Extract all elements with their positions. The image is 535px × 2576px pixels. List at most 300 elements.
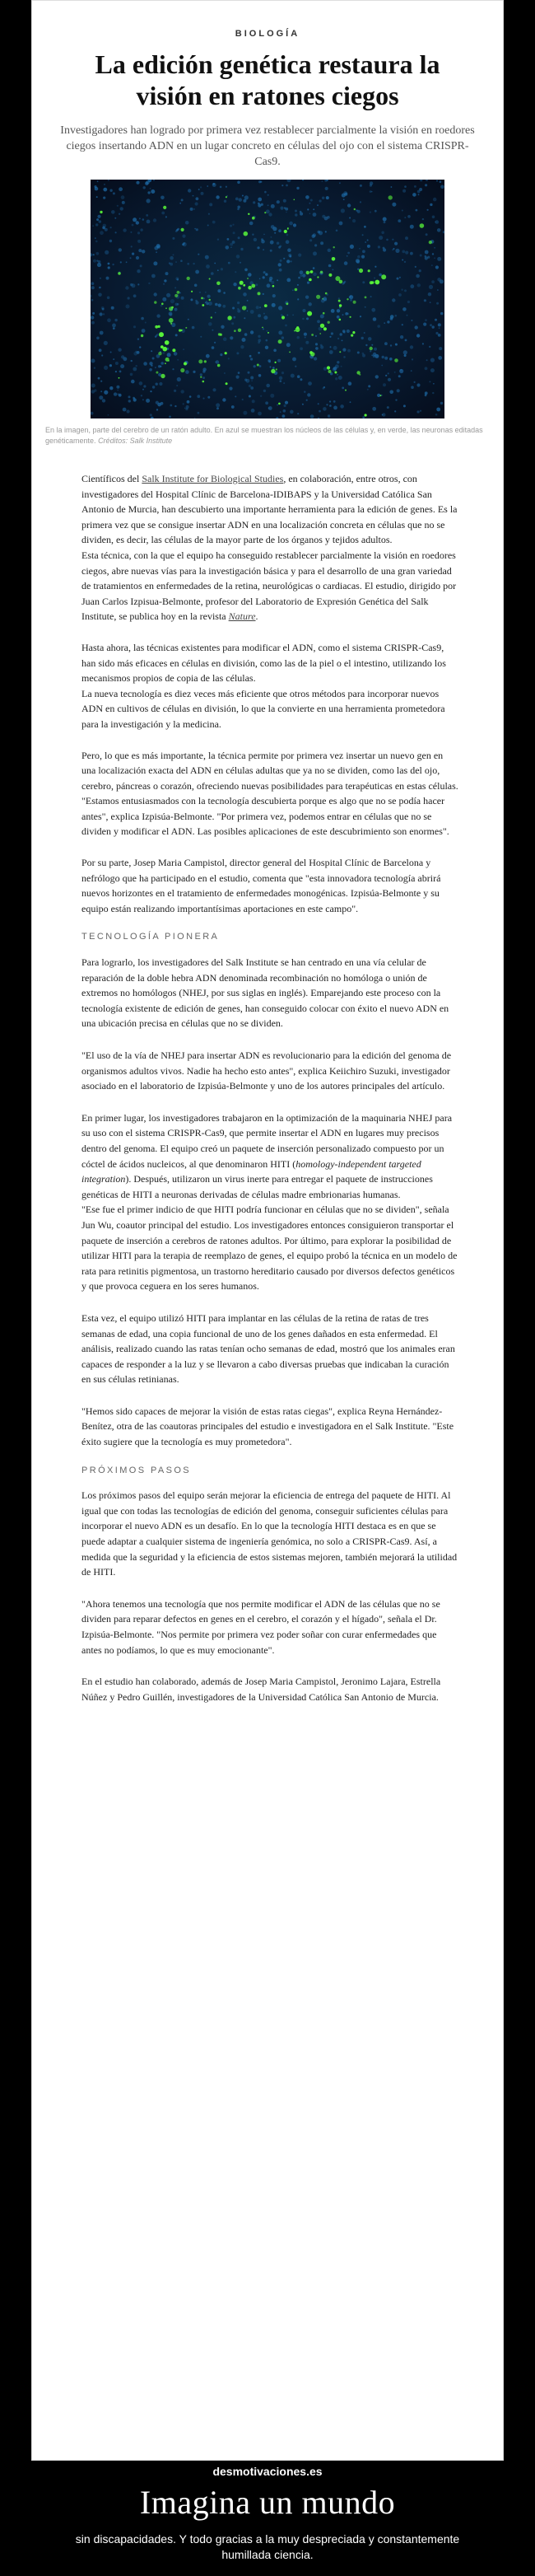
nucleus-dot [142,218,145,221]
nucleus-dot [373,353,376,356]
nucleus-dot [323,407,327,411]
nucleus-dot [436,302,439,305]
nucleus-dot [203,297,205,299]
nucleus-dot [394,410,396,412]
nucleus-dot [416,383,420,386]
nucleus-dot [91,359,95,363]
nucleus-dot [250,330,254,334]
nucleus-dot [95,241,98,243]
nucleus-dot [320,344,323,347]
nucleus-dot [199,292,201,293]
nucleus-dot [412,193,416,197]
nucleus-dot [437,257,441,261]
nucleus-dot [270,241,274,245]
neuron-dot [359,374,361,376]
subheading-tecnologia-pionera: TECNOLOGÍA PIONERA [81,932,220,942]
nucleus-dot [309,239,312,241]
salk-institute-link[interactable]: Salk Institute for Biological Studies [142,473,284,484]
nucleus-dot [137,231,140,234]
text-run: En primer lugar, los investigadores trabajaron en la optimización de la maquinaria NHEJ para su uso con el sistema CRISPR-Cas9, que permite insertar el ADN en lugares muy precisos dentro del genoma. El equipo creó un paquete de inserción personalizado compuesto por un cóctel de ácidos nucleicos, al que denominaron HITI ( [81,1111,453,1170]
nucleus-dot [95,187,99,191]
nucleus-dot [284,207,286,208]
poster-title: Imagina un mundo [139,2484,396,2521]
nucleus-dot [237,302,240,304]
nucleus-dot [419,188,422,191]
nucleus-dot [146,399,150,403]
nucleus-dot [296,187,299,189]
nucleus-dot [328,249,331,252]
nucleus-dot [341,366,342,367]
nucleus-dot [383,247,385,250]
nucleus-dot [212,388,216,391]
paragraph: Para lograrlo, los investigadores del Salk Institute se han centrado en una vía celular de reparación de la doble hebra ADN denominada recombinación no homóloga o unión de extremos no homólogos (NHEJ, por sus siglas en inglés). Emparejando este proceso con la tecnología existente de edición de genes, han conseguido colocar con éxito el nuevo ADN en una ubicación precisa en células que no se dividen. [81,956,449,1030]
nucleus-dot [281,185,283,186]
nucleus-dot [117,393,119,395]
neuron-dot [184,362,187,366]
nucleus-dot [377,325,380,328]
nucleus-dot [149,368,152,372]
nucleus-dot [440,180,442,183]
nucleus-dot [297,375,300,378]
nucleus-dot [278,263,281,266]
nucleus-dot [188,189,191,192]
nucleus-dot [293,223,296,227]
neuron-dot [328,273,332,277]
nucleus-dot [240,345,244,348]
paragraph: Hasta ahora, las técnicas existentes para modificar el ADN, como el sistema CRISPR-Cas9, han sido más eficaces en células en división, como las de la piel o el intestino, utilizando los mecanismos propios de copia de las células. [81,641,446,685]
nucleus-dot [347,255,348,257]
nucleus-dot [292,358,296,362]
neuron-dot [225,352,227,354]
nucleus-dot [313,267,315,269]
image-caption [45,425,490,446]
nucleus-dot [206,302,208,305]
nucleus-dot [319,410,321,413]
neuron-dot [278,339,282,344]
nucleus-dot [97,180,99,182]
nucleus-dot [277,359,281,362]
nucleus-dot [232,241,235,244]
neuron-dot [154,301,156,303]
nucleus-dot [167,353,171,357]
nucleus-dot [128,395,131,398]
nucleus-dot [300,347,303,350]
nucleus-dot [398,293,402,297]
nucleus-dot [368,385,370,387]
nucleus-dot [407,215,411,218]
nucleus-dot [379,273,382,277]
nucleus-dot [371,344,373,346]
nucleus-dot [105,250,109,255]
nucleus-dot [267,330,268,332]
nucleus-dot [132,253,134,255]
nucleus-dot [119,371,122,373]
article-frame [31,0,504,2461]
nucleus-dot [93,254,95,255]
nucleus-dot [319,199,322,202]
nucleus-dot [224,200,226,203]
nucleus-dot [142,389,144,390]
nucleus-dot [411,370,412,372]
neuron-dot [234,330,236,332]
neuron-dot [429,241,432,244]
nucleus-dot [143,385,146,387]
nucleus-dot [99,220,102,223]
nature-journal-link[interactable]: Nature [228,610,256,623]
neuron-dot [209,278,211,280]
nucleus-dot [250,310,254,314]
nucleus-dot [170,263,173,266]
nucleus-dot [414,185,416,188]
neuron-dot [327,366,330,369]
nucleus-dot [308,381,312,386]
nucleus-dot [277,242,279,245]
nucleus-dot [244,317,245,319]
nucleus-dot [125,286,128,289]
nucleus-dot [223,292,226,294]
nucleus-dot [402,210,403,212]
nucleus-dot [200,373,202,376]
neuron-dot [323,312,325,315]
nucleus-dot [230,247,232,249]
nucleus-dot [215,362,216,363]
nucleus-dot [295,213,297,216]
nucleus-dot [276,417,278,418]
nucleus-dot [290,410,294,414]
paragraph: Por su parte, Josep Maria Campistol, director general del Hospital Clínic de Barcelona y nefrólogo que ha participado en el estudio, comenta que "esta innovadora tecnología abrirá nuevos horizontes en el tratamiento de enfermedades monogénicas. Izpisúa-Belmonte y su equipo están realizando importantísimas aportaciones en este campo". [81,857,441,914]
nucleus-dot [126,261,128,263]
nucleus-dot [181,297,184,300]
nucleus-dot [243,292,247,297]
nucleus-dot [146,214,148,217]
nucleus-dot [192,326,195,330]
nucleus-dot [108,414,109,416]
nucleus-dot [286,259,290,263]
nucleus-dot [117,205,119,207]
nucleus-dot [109,189,112,192]
nucleus-dot [137,283,139,285]
neuron-dot [160,374,165,378]
nucleus-dot [381,365,383,367]
neuron-dot [278,403,281,405]
nucleus-dot [193,208,195,210]
nucleus-dot [152,358,155,360]
nucleus-dot [99,395,103,400]
nucleus-dot [118,348,121,352]
nucleus-dot [359,248,361,250]
nucleus-dot [437,278,441,282]
nucleus-dot [249,395,251,398]
paragraph: "El uso de la vía de NHEJ para insertar ADN es revolucionario para la edición del genoma de organismos adultos vivos. Nadie ha hecho esto antes", explica Keiichiro Suzuki, investigador asociado en el laboratorio de Izpisúa-Belmonte y uno de los autores principales del artículo. [81,1050,452,1092]
neuron-dot [388,195,393,199]
caption-text: En la imagen, parte del cerebro de un ratón adulto. En azul se muestran los núcleos de las células y, en verde, las neuronas editadas genéticamente. [45,426,483,445]
neuron-dot [286,302,289,305]
nucleus-dot [405,236,408,240]
nucleus-dot [194,284,198,288]
nucleus-dot [265,401,268,404]
nucleus-dot [305,296,309,299]
nucleus-dot [313,208,314,210]
nucleus-dot [91,282,95,285]
nucleus-dot [150,414,152,416]
neuron-dot [322,298,323,300]
nucleus-dot [211,272,214,275]
nucleus-dot [410,345,413,348]
nucleus-dot [165,272,169,275]
nucleus-dot [115,362,119,365]
nucleus-dot [131,380,135,384]
nucleus-dot [170,299,174,303]
nucleus-dot [214,342,216,344]
nucleus-dot [269,279,272,282]
neuron-dot [244,231,249,236]
nucleus-dot [286,315,288,316]
nucleus-dot [202,367,206,371]
nucleus-dot [92,312,95,315]
nucleus-dot [177,377,181,381]
nucleus-dot [370,212,371,213]
nucleus-dot [431,264,433,266]
nucleus-dot [436,180,438,182]
neuron-dot [275,362,277,363]
neuron-dot [394,358,398,362]
nucleus-dot [185,221,189,225]
neuron-dot [170,323,172,325]
nucleus-dot [205,255,209,259]
paragraph: Pero, lo que es más importante, la técnica permite por primera vez insertar un nuevo gen en una localización exacta del ADN en células adultas que ya no se dividen, como las del ojo, cerebro, páncreas o corazón, ofreciendo nuevas posibilidades para terapéuticas en estas células. [81,749,458,792]
nucleus-dot [306,317,309,320]
nucleus-dot [305,195,309,199]
nucleus-dot [438,323,441,326]
nucleus-dot [263,249,264,250]
nucleus-dot [258,341,260,344]
nucleus-dot [122,201,125,204]
nucleus-dot [291,260,292,262]
nucleus-dot [188,319,189,320]
nucleus-dot [385,375,387,376]
nucleus-dot [136,365,137,367]
nucleus-dot [404,261,406,263]
nucleus-dot [357,269,359,270]
nucleus-dot [156,409,158,410]
nucleus-dot [163,352,165,354]
neuron-dot [307,311,312,316]
nucleus-dot [362,250,365,253]
nucleus-dot [383,217,387,222]
nucleus-dot [373,317,377,321]
neuron-dot [180,368,184,372]
neuron-dot [309,278,312,282]
nucleus-dot [333,400,336,403]
nucleus-dot [217,239,219,241]
nucleus-dot [384,357,388,360]
nucleus-dot [374,348,377,351]
nucleus-dot [401,289,402,291]
neuron-dot [296,326,299,329]
nucleus-dot [432,392,434,394]
nucleus-dot [160,362,164,365]
nucleus-dot [231,405,235,409]
nucleus-dot [266,384,270,388]
paragraph: La nueva tecnología es diez veces más eficiente que otros métodos para incorporar nuevos ADN en cultivos de células en división, lo que la convierte en una herramienta prometedora para la investigación y la medicina. [81,687,445,730]
nucleus-dot [249,222,254,226]
nucleus-dot [432,253,434,255]
nucleus-dot [438,356,442,360]
nucleus-dot [307,208,309,210]
nucleus-dot [181,199,184,201]
nucleus-dot [427,209,429,211]
nucleus-dot [202,398,204,400]
neuron-dot [165,340,170,345]
nucleus-dot [147,191,150,194]
nucleus-dot [416,209,418,212]
nucleus-dot [98,293,102,297]
nucleus-dot [271,236,272,238]
site-brand[interactable]: desmotivaciones.es [212,2465,323,2478]
nucleus-dot [107,297,110,300]
nucleus-dot [207,295,211,298]
nucleus-dot [111,306,114,310]
nucleus-dot [133,217,137,222]
nucleus-dot [264,191,267,194]
neuron-dot [156,372,158,374]
nucleus-dot [112,264,114,265]
nucleus-dot [183,242,185,245]
nucleus-dot [126,305,130,309]
nucleus-dot [97,215,100,218]
nucleus-dot [113,192,115,194]
nucleus-dot [384,221,386,223]
nucleus-dot [381,231,384,235]
neuron-dot [202,304,204,306]
nucleus-dot [175,334,178,336]
nucleus-dot [394,372,396,373]
nucleus-dot [384,342,388,345]
nucleus-dot [200,336,202,338]
nucleus-dot [91,253,92,256]
neuron-dot [172,348,175,352]
nucleus-dot [236,376,240,379]
nucleus-dot [395,315,398,317]
nucleus-dot [344,261,348,265]
nucleus-dot [404,185,407,188]
paragraph: Los próximos pasos del equipo serán mejorar la eficiencia de entrega del paquete de HITI. Al igual que con todas las tecnologías de edición del genoma, conseguir suficientes células para incorporar el nuevo ADN es un desafío. En lo que la tecnología HITI destaca es en que se puede adaptar a cualquier sistema de ingeniería genómica, no solo a CRISPR-Cas9. Así, a medida que la seguridad y la eficiencia de estos sistemas mejoren, también mejorará la utilidad de HITI. [81,1489,458,1578]
neuron-dot [374,280,379,285]
nucleus-dot [258,335,260,338]
caption-credit: Créditos: Salk Institute [98,437,173,445]
nucleus-dot [360,201,361,203]
nucleus-dot [298,254,301,257]
nucleus-dot [242,195,244,197]
nucleus-dot [215,303,218,306]
nucleus-dot [119,248,122,251]
nucleus-dot [112,324,116,328]
nucleus-dot [109,240,112,242]
neuron-dot [227,316,231,320]
nucleus-dot [305,337,306,339]
nucleus-dot [390,315,394,319]
nucleus-dot [120,364,124,368]
nucleus-dot [374,278,375,279]
text-run: . [255,610,258,623]
nucleus-dot [119,213,120,215]
nucleus-dot [96,260,98,262]
nucleus-dot [190,298,193,301]
nucleus-dot [96,337,100,340]
nucleus-dot [390,344,392,346]
nucleus-dot [425,319,427,321]
neuron-dot [262,327,263,329]
nucleus-dot [429,285,433,289]
neuron-dot [320,271,323,273]
nucleus-dot [279,269,282,272]
nucleus-dot [136,181,139,185]
nucleus-dot [286,343,291,347]
nucleus-dot [136,256,139,259]
nucleus-dot [305,341,309,344]
nucleus-dot [227,238,230,241]
neuron-dot [171,306,174,309]
nucleus-dot [340,333,342,335]
nucleus-dot [108,266,110,269]
nucleus-dot [146,180,150,185]
neuron-dot [118,272,121,275]
nucleus-dot [108,180,109,181]
nucleus-dot [347,203,351,207]
nucleus-dot [221,325,224,329]
nucleus-dot [150,390,151,392]
nucleus-dot [114,217,116,219]
nucleus-dot [352,219,356,222]
nucleus-dot [292,315,294,316]
nucleus-dot [337,361,339,363]
nucleus-dot [268,204,269,206]
nucleus-dot [265,273,268,275]
nucleus-dot [387,406,389,409]
neuron-dot [243,284,245,287]
nucleus-dot [128,400,131,402]
nucleus-dot [422,343,424,344]
nucleus-dot [258,412,262,416]
nucleus-dot [432,325,435,328]
nucleus-dot [281,314,282,316]
nucleus-dot [426,233,428,236]
nucleus-dot [300,378,302,381]
nucleus-dot [207,396,210,399]
nucleus-dot [430,302,431,303]
neuron-dot [339,319,342,321]
nucleus-dot [142,399,144,400]
nucleus-dot [419,269,421,272]
neuron-dot [320,324,324,328]
nucleus-dot [437,228,441,232]
neuron-dot [295,288,298,292]
poster-subtitle: sin discapacidades. Y todo gracias a la muy despreciada y constantemente humillada ciencia. [75,2532,460,2561]
nucleus-dot [402,307,407,311]
nucleus-dot [339,307,341,309]
nucleus-dot [417,410,420,413]
nucleus-dot [153,180,155,181]
nucleus-dot [120,207,123,210]
nucleus-dot [420,180,422,181]
nucleus-dot [99,348,102,352]
nucleus-dot [362,353,365,355]
neuron-dot [198,359,202,363]
nucleus-dot [174,390,176,392]
nucleus-dot [131,360,133,362]
nucleus-dot [165,216,167,217]
nucleus-dot [323,387,324,389]
